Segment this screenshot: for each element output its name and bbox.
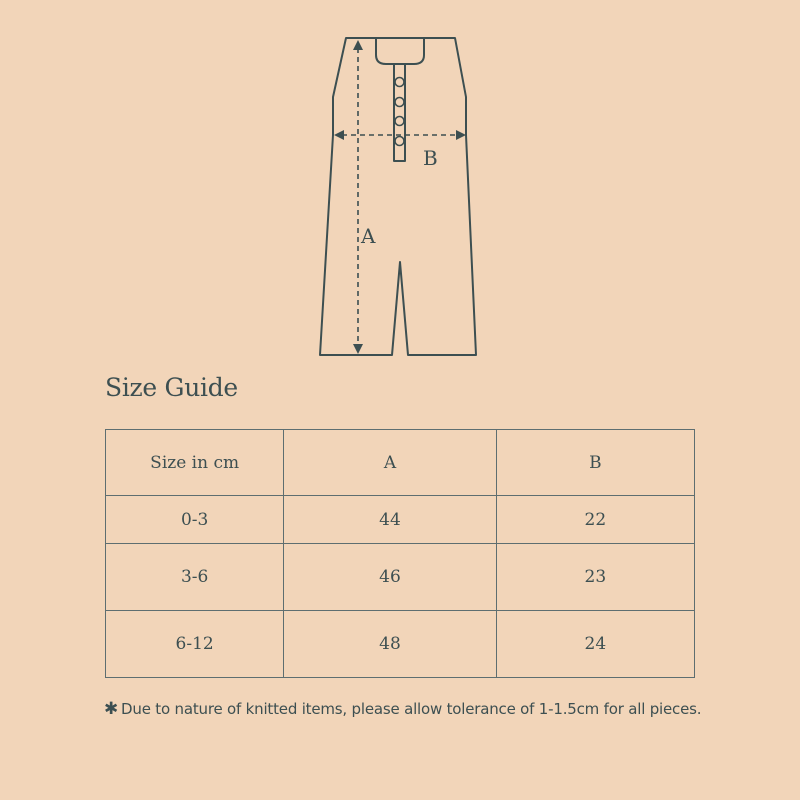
arrow-right-icon [456,130,466,140]
button-1 [395,78,404,87]
cell-size: 6-12 [106,611,284,678]
size-table [105,429,695,678]
cell-a: 46 [284,544,496,611]
cell-size: 0-3 [106,496,284,544]
table-row [106,496,695,544]
tolerance-note [104,700,701,718]
cell-b: 22 [496,496,694,544]
button-3 [395,117,404,126]
arrow-down-icon [353,344,363,354]
table-row [106,611,695,678]
romper-neckline [376,38,424,64]
arrow-left-icon [334,130,344,140]
header-a: A [284,430,496,496]
label-a: A [361,224,376,248]
cell-size: 3-6 [106,544,284,611]
arrow-up-icon [353,40,363,50]
note-text: Due to nature of knitted items, please allow tolerance of 1-1.5cm for all pieces. [121,700,702,718]
button-2 [395,98,404,107]
table-row [106,544,695,611]
romper-illustration [0,0,800,370]
cell-a: 48 [284,611,496,678]
header-size: Size in cm [106,430,284,496]
cell-b: 23 [496,544,694,611]
button-4 [395,137,404,146]
asterisk-icon: ✱ [104,698,119,719]
cell-a: 44 [284,496,496,544]
label-b: B [423,146,438,170]
header-b: B [496,430,694,496]
table-header-row [106,430,695,496]
page-title: Size Guide [105,373,238,402]
cell-b: 24 [496,611,694,678]
